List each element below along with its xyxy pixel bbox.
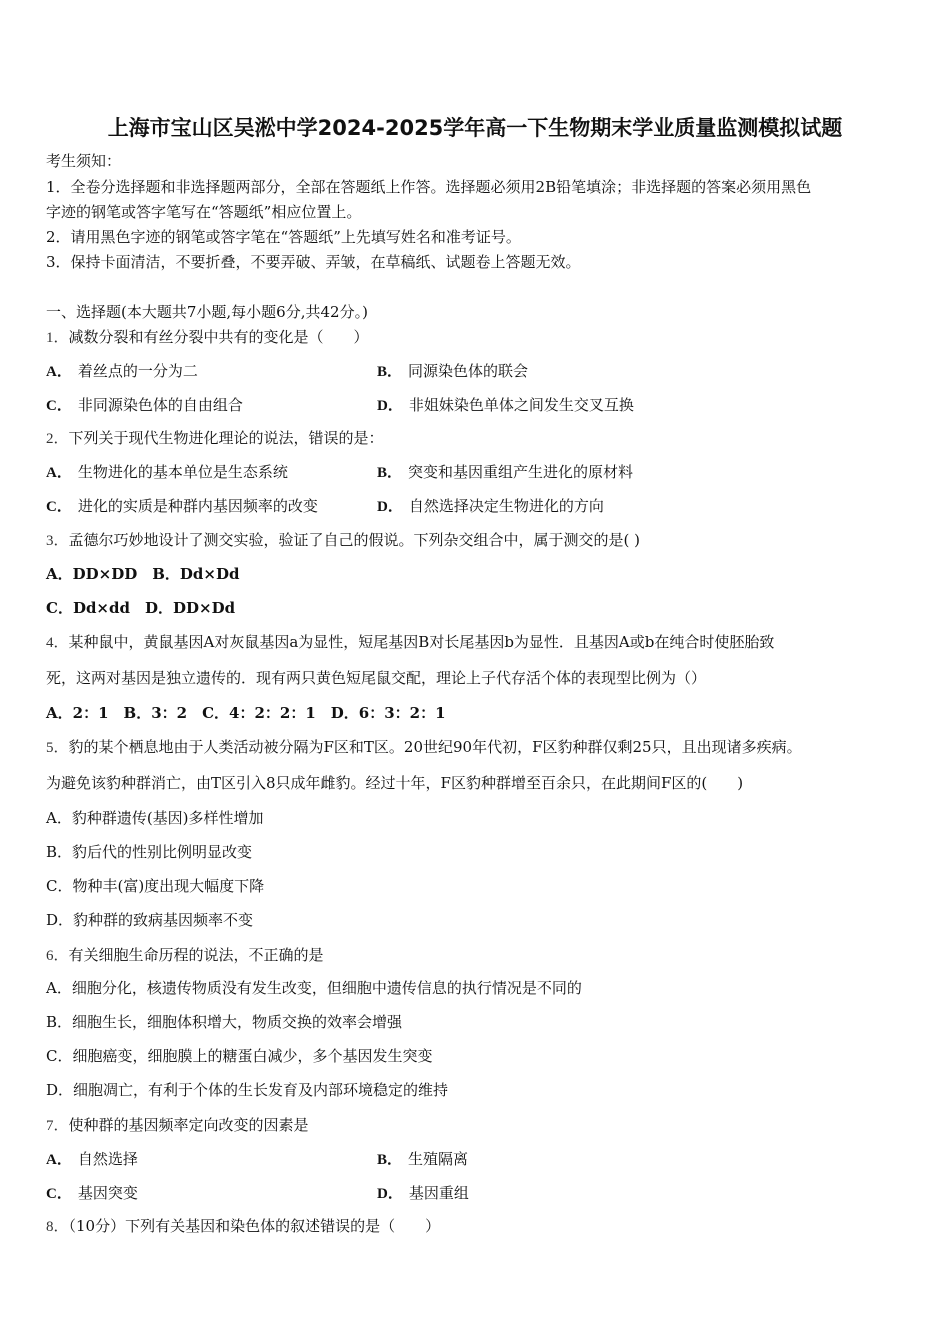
options-row: A．DD×DD B．Dd×Dd xyxy=(46,565,240,583)
question-number: 2． xyxy=(46,431,69,447)
question-text: 某种鼠中，黄鼠基因A对灰鼠基因a为显性，短尾基因B对长尾基因b为显性．且基因A或b在纯合时使胚胎致 xyxy=(68,633,775,651)
option-d: D． 非姐妹染色单体之间发生交叉互换 xyxy=(377,396,634,414)
question-text: 使种群的基因频率定向改变的因素是 xyxy=(68,1116,309,1134)
question-4 xyxy=(46,632,774,653)
option-a: A．细胞分化，核遗传物质没有发生改变，但细胞中遗传信息的执行情况是不同的 xyxy=(46,979,582,997)
question-number: 6． xyxy=(46,948,69,964)
question-text: 孟德尔巧妙地设计了测交实验，验证了自己的假说。下列杂交组合中，属于测交的是( ) xyxy=(68,531,640,549)
question-number: 3． xyxy=(46,533,69,549)
question-5 xyxy=(46,737,802,758)
notice-item: 2．请用黑色字迹的钢笔或答字笔在“答题纸”上先填写姓名和准考证号。 xyxy=(46,228,521,246)
options-row: A．2：1 B．3：2 C．4：2：2：1 D．6：3：2：1 xyxy=(46,704,446,722)
question-6 xyxy=(46,945,324,966)
option-b: B． 同源染色体的联会 xyxy=(377,362,529,380)
question-1 xyxy=(46,327,369,348)
option-b: B． 突变和基因重组产生进化的原材料 xyxy=(377,463,634,481)
question-text-cont: 为避免该豹种群消亡，由T区引入8只成年雌豹。经过十年，F区豹种群增至百余只，在此期间F区的( ) xyxy=(46,774,744,792)
notice-item: 1．全卷分选择题和非选择题两部分，全部在答题纸上作答。选择题必须用2B铅笔填涂；非选择题的答案必须用黑色 xyxy=(46,178,812,196)
option-b: B． 生殖隔离 xyxy=(377,1150,469,1168)
question-2 xyxy=(46,428,384,449)
question-7 xyxy=(46,1115,309,1136)
question-number: 7． xyxy=(46,1118,69,1134)
option-a: A． 自然选择 xyxy=(46,1150,138,1168)
option-b: B．豹后代的性别比例明显改变 xyxy=(46,843,253,861)
page-title: 上海市宝山区吴淞中学2024-2025学年高一下生物期末学业质量监测模拟试题 xyxy=(107,116,843,140)
question-text: 减数分裂和有丝分裂中共有的变化是（ ） xyxy=(68,328,369,346)
question-text: 下列关于现代生物进化理论的说法，错误的是： xyxy=(68,429,384,447)
question-number: 1． xyxy=(46,330,69,346)
option-a: A． 生物进化的基本单位是生态系统 xyxy=(46,463,288,481)
section-heading: 一、选择题(本大题共7小题,每小题6分,共42分。) xyxy=(46,303,368,321)
option-c: C．物种丰(富)度出现大幅度下降 xyxy=(46,877,265,895)
question-3 xyxy=(46,530,640,551)
option-b: B．细胞生长，细胞体积增大，物质交换的效率会增强 xyxy=(46,1013,403,1031)
option-c: C． 非同源染色体的自由组合 xyxy=(46,396,243,414)
question-number: 8． xyxy=(46,1219,69,1235)
question-text: 有关细胞生命历程的说法，不正确的是 xyxy=(68,946,324,964)
options-row: C．Dd×dd D．DD×Dd xyxy=(46,599,236,617)
question-text: 豹的某个栖息地由于人类活动被分隔为F区和T区。20世纪90年代初，F区豹种群仅剩25只，且出现诸多疾病。 xyxy=(68,738,802,756)
notice-heading: 考生须知： xyxy=(46,152,122,170)
question-number: 4． xyxy=(46,635,69,651)
question-number: 5． xyxy=(46,740,69,756)
option-d: D． 基因重组 xyxy=(377,1184,469,1202)
question-text: （10分）下列有关基因和染色体的叙述错误的是（ ） xyxy=(68,1217,441,1235)
option-c: C．细胞癌变，细胞膜上的糖蛋白减少，多个基因发生突变 xyxy=(46,1047,433,1065)
option-c: C． 基因突变 xyxy=(46,1184,138,1202)
option-a: A． 着丝点的一分为二 xyxy=(46,362,198,380)
option-d: D． 自然选择决定生物进化的方向 xyxy=(377,497,604,515)
notice-item: 3．保持卡面清洁，不要折叠，不要弄破、弄皱，在草稿纸、试题卷上答题无效。 xyxy=(46,253,581,271)
option-d: D．细胞凋亡，有利于个体的生长发育及内部环境稳定的维持 xyxy=(46,1081,449,1099)
question-8 xyxy=(46,1216,440,1237)
option-a: A．豹种群遗传(基因)多样性增加 xyxy=(46,809,264,827)
notice-item: 字迹的钢笔或答字笔写在“答题纸”相应位置上。 xyxy=(46,203,362,221)
question-text-cont: 死，这两对基因是独立遗传的．现有两只黄色短尾鼠交配，理论上子代存活个体的表现型比例为（） xyxy=(46,669,707,687)
option-c: C． 进化的实质是种群内基因频率的改变 xyxy=(46,497,318,515)
option-d: D．豹种群的致病基因频率不变 xyxy=(46,911,254,929)
